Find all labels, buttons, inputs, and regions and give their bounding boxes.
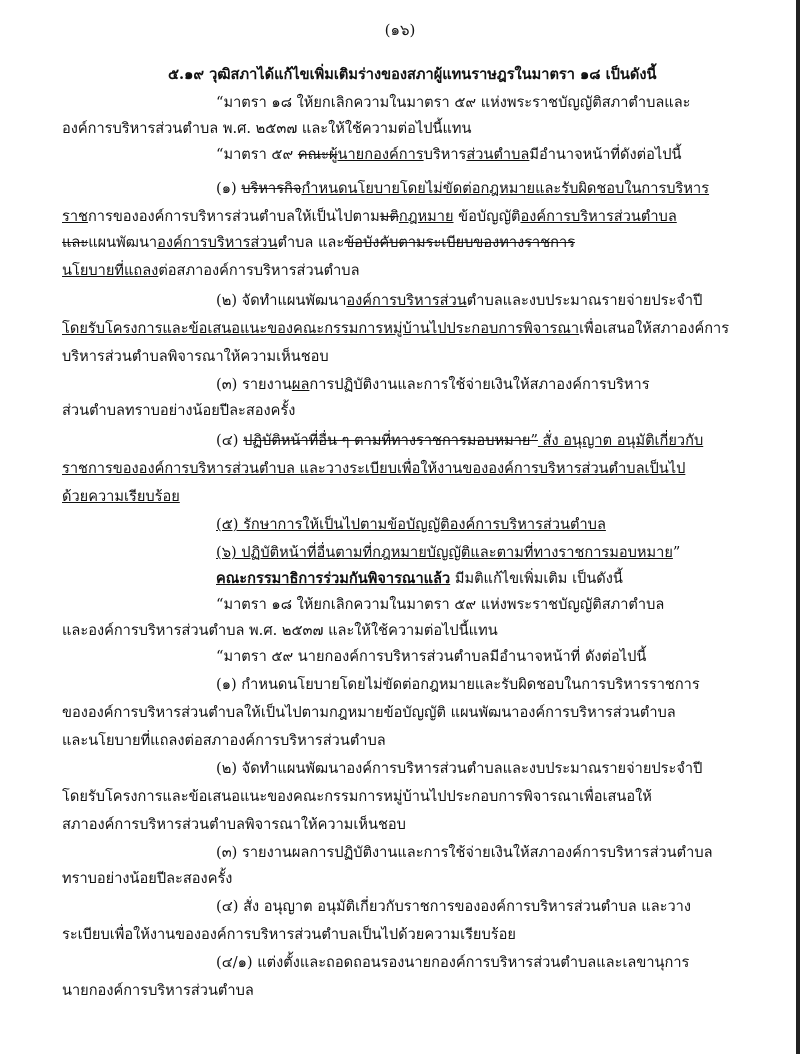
inserted-text: องค์การบริหารส่วน xyxy=(346,292,467,309)
text-segment: ” xyxy=(672,544,681,561)
text-segment: ขององค์การบริหารส่วนตำบลให้เป็นไปตามกฎหมายข้อบัญญัติ แผนพัฒนาองค์การบริหารส่วนตำบล xyxy=(62,704,676,721)
deleted-text: คณะผู้ xyxy=(297,146,338,163)
inserted-text: องค์การบริหารส่วน xyxy=(157,234,278,251)
inserted-text: กำหนดนโยบายโดยไม่ขัดต่อกฎหมายและรับผิดชอบในการบริหาร xyxy=(301,180,710,197)
text-line xyxy=(62,116,472,142)
text-line xyxy=(216,288,702,314)
text-line xyxy=(216,592,664,618)
inserted-text: (๖) ปฏิบัติหน้าที่อื่นตามที่กฎหมายบัญญัติและตามที่ทางราชการมอบหมาย xyxy=(216,544,673,561)
text-segment: และนโยบายที่แถลงต่อสภาองค์การบริหารส่วนตำบล xyxy=(62,732,386,749)
text-segment: ส่วนตำบลทราบอย่างน้อยปีละสองครั้ง xyxy=(62,402,296,419)
text-segment: บริหาร xyxy=(423,146,467,163)
text-line xyxy=(216,566,623,592)
text-segment: ต่อสภาองค์การบริหารส่วนตำบล xyxy=(158,262,360,279)
text-segment: ทราบอย่างน้อยปีละสองครั้ง xyxy=(62,870,233,887)
text-line xyxy=(62,344,329,370)
text-line xyxy=(216,756,702,782)
inserted-text: ผล xyxy=(291,376,310,393)
text-segment: (๑) กำหนดนโยบายโดยไม่ขัดต่อกฎหมายและรับผิดชอบในการบริหารราชการ xyxy=(216,676,700,693)
text-segment: “มาตรา ๕๙ นายกองค์การบริหารส่วนตำบลมีอำนาจหน้าที่ ดังต่อไปนี้ xyxy=(216,648,647,665)
text-line xyxy=(62,812,406,838)
text-line xyxy=(62,230,575,256)
text-segment: เพื่อเสนอให้สภาองค์การ xyxy=(579,320,730,337)
text-line xyxy=(62,456,685,482)
text-line xyxy=(168,62,656,88)
text-line xyxy=(216,90,690,116)
text-line xyxy=(62,618,498,644)
text-line xyxy=(216,512,606,538)
text-segment: การปฏิบัติงานและการใช้จ่ายเงินให้สภาองค์การบริหาร xyxy=(309,376,650,393)
text-line xyxy=(62,728,386,754)
page-edge xyxy=(796,0,800,1054)
text-line xyxy=(216,950,689,976)
text-segment: นายกองค์การบริหารส่วนตำบล xyxy=(62,982,254,999)
text-segment: “มาตรา ๑๘ ให้ยกเลิกความในมาตรา ๕๙ แห่งพระราชบัญญัติสภาตำบลและ xyxy=(216,94,691,111)
inserted-text: ราชการขององค์การบริหารส่วนตำบล และวางระเบียบเพื่อให้งานขององค์การบริหารส่วนตำบลเป็นไป xyxy=(62,460,686,477)
text-line xyxy=(62,700,676,726)
text-segment: องค์การบริหารส่วนตำบล พ.ศ. ๒๕๓๗ และให้ใช้ความต่อไปนี้แทน xyxy=(62,120,472,137)
text-line xyxy=(216,672,700,698)
deleted-text: มติ xyxy=(379,208,399,225)
text-segment: สภาองค์การบริหารส่วนตำบลพิจารณาให้ความเห็นชอบ xyxy=(62,816,406,833)
deleted-text: บริหารกิจ xyxy=(241,180,302,197)
text-line xyxy=(216,894,691,920)
text-line xyxy=(216,644,646,670)
text-segment: (๓) รายงาน xyxy=(216,376,292,393)
page-number: (๑๖) xyxy=(384,21,416,39)
text-segment: (๔) สั่ง อนุญาต อนุมัติเกี่ยวกับราชการขององค์การบริหารส่วนตำบล และวาง xyxy=(216,898,691,915)
text-segment: มีอำนาจหน้าที่ดังต่อไปนี้ xyxy=(529,146,682,163)
inserted-text: ส่วนตำบล xyxy=(466,146,530,163)
inserted-text: ราช xyxy=(62,208,88,225)
text-line xyxy=(62,204,677,230)
text-segment: และองค์การบริหารส่วนตำบล พ.ศ. ๒๕๓๗ และให้ใช้ความต่อไปนี้แทน xyxy=(62,622,498,639)
text-line xyxy=(216,142,681,168)
text-line xyxy=(62,978,254,1004)
text-segment: การขององค์การบริหารส่วนตำบลให้เป็นไปตาม xyxy=(87,208,380,225)
text-line xyxy=(62,784,652,810)
inserted-text: สั่ง อนุญาต อนุมัติเกี่ยวกับ xyxy=(537,432,704,449)
text-segment: ระเบียบเพื่อให้งานขององค์การบริหารส่วนตำบลเป็นไปด้วยความเรียบร้อย xyxy=(62,926,516,943)
text-segment: แผนพัฒนา xyxy=(88,234,158,251)
text-segment: (๔) xyxy=(216,432,244,449)
text-segment: “มาตรา ๑๘ ให้ยกเลิกความในมาตรา ๕๙ แห่งพระราชบัญญัติสภาตำบล xyxy=(216,596,665,613)
text-line xyxy=(62,316,729,342)
inserted-text: โดยรับโครงการและข้อเสนอแนะของคณะกรรมการหมู่บ้านไปประกอบการพิจารณา xyxy=(62,320,580,337)
text-segment: บริหารส่วนตำบลพิจารณาให้ความเห็นชอบ xyxy=(62,348,329,365)
text-segment: (๒) จัดทำแผนพัฒนา xyxy=(216,292,347,309)
inserted-text: ด้วยความเรียบร้อย xyxy=(62,488,180,505)
deleted-text: และ xyxy=(62,234,89,251)
text-segment: ตำบลและงบประมาณรายจ่ายประจำปี xyxy=(466,292,703,309)
text-line xyxy=(216,176,709,202)
inserted-text: กฎหมาย xyxy=(398,208,454,225)
text-segment: มีมติแก้ไขเพิ่มเติม เป็นดังนี้ xyxy=(450,570,623,587)
text-segment: (๒) จัดทำแผนพัฒนาองค์การบริหารส่วนตำบลและงบประมาณรายจ่ายประจำปี xyxy=(216,760,703,777)
inserted-text: นายกองค์การ xyxy=(337,146,424,163)
text-line xyxy=(62,866,232,892)
text-line xyxy=(216,428,703,454)
text-line xyxy=(62,484,180,510)
inserted-text: (๕) รักษาการให้เป็นไปตามข้อบัญญัติองค์การบริหารส่วนตำบล xyxy=(216,516,606,533)
text-segment: ตำบล และ xyxy=(277,234,345,251)
text-segment: “มาตรา ๕๙ xyxy=(216,146,298,163)
deleted-text: ปฏิบัติหน้าที่อื่น ๆ ตามที่ทางราชการมอบหมาย” xyxy=(243,432,538,449)
inserted-text: องค์การบริหารส่วนตำบล xyxy=(520,208,677,225)
inserted-text: คณะกรรมาธิการร่วมกันพิจารณาแล้ว xyxy=(216,570,451,587)
text-segment: ข้อบัญญัติ xyxy=(453,208,521,225)
text-line xyxy=(216,372,650,398)
inserted-text: นโยบายที่แถลง xyxy=(62,262,159,279)
text-segment: (๑) xyxy=(216,180,242,197)
text-line xyxy=(216,840,713,866)
text-line xyxy=(62,258,360,284)
text-segment: (๔/๑) แต่งตั้งและถอดถอนรองนายกองค์การบริหารส่วนตำบลและเลขานุการ xyxy=(216,954,690,971)
text-line xyxy=(62,922,516,948)
text-segment: ๕.๑๙ วุฒิสภาได้แก้ไขเพิ่มเติมร่างของสภาผู้แทนราษฎรในมาตรา ๑๘ เป็นดังนี้ xyxy=(168,66,657,83)
text-line xyxy=(216,540,680,566)
deleted-text: ข้อบังคับตามระเบียบของทางราชการ xyxy=(344,234,576,251)
text-segment: โดยรับโครงการและข้อเสนอแนะของคณะกรรมการหมู่บ้านไปประกอบการพิจารณาเพื่อเสนอให้ xyxy=(62,788,652,805)
text-segment: (๓) รายงานผลการปฏิบัติงานและการใช้จ่ายเงินให้สภาองค์การบริหารส่วนตำบล xyxy=(216,844,713,861)
text-line xyxy=(62,398,295,424)
